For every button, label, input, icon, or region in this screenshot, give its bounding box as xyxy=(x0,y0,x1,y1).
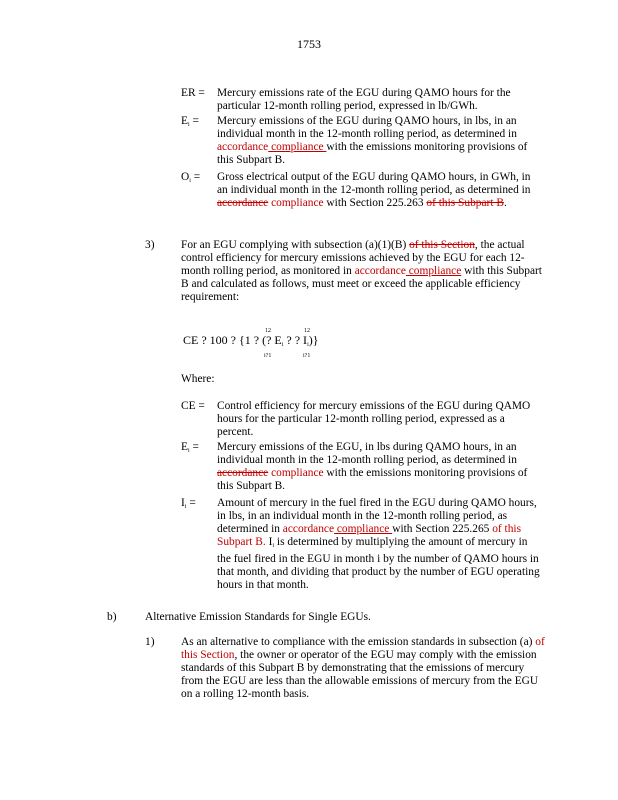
def1-definition-segment: accordance xyxy=(217,197,269,209)
formula-expression xyxy=(183,334,319,352)
def2-term-equals: = xyxy=(189,441,199,453)
def2-term-symbol: CE = xyxy=(181,400,205,412)
def2-definition-segment: with the emissions monitoring provisions of this Subpart B. xyxy=(217,467,528,492)
def1-definition-segment: accordance xyxy=(217,141,269,153)
item3-segment: accordance xyxy=(354,265,406,277)
def2-definition xyxy=(217,400,542,439)
def1-term-symbol: E xyxy=(181,115,188,127)
def1-definition xyxy=(217,171,542,210)
formula-subscript-e: i xyxy=(281,342,284,348)
formula-part-2: ? ? I xyxy=(283,333,308,347)
def2-definition-segment: accordance xyxy=(282,523,335,535)
def1-definition-segment: Mercury emissions of the EGU during QAMO hours, in lbs, in an individual month in the 12-month rolling period, as determined in xyxy=(217,115,517,140)
page-number: 1753 xyxy=(297,37,321,51)
item-1-number: 1) xyxy=(145,636,155,648)
def1-definition-segment: of this Subpart B xyxy=(426,197,504,209)
formula-subscript-i: i xyxy=(307,342,309,348)
def2-term-subscript: i xyxy=(184,504,187,510)
section-b-number: b) xyxy=(107,611,117,623)
item-3-number: 3) xyxy=(145,239,155,251)
item3-segment: with this Subpart B and calculated as follows, must meet or exceed the applicable efficiency requirement: xyxy=(181,265,542,303)
def2-term-subscript: i xyxy=(187,448,190,454)
def2-definition-segment: compliance xyxy=(334,523,393,535)
def1-term-subscript: i xyxy=(189,178,191,184)
def1-definition-segment: compliance xyxy=(268,141,327,153)
def2-definition-segment: Amount of mercury in the fuel fired in the EGU during QAMO hours, in lbs, in an individual month in the 12-month rolling period, as determined in xyxy=(217,497,537,535)
def2-definition-segment: accordance xyxy=(217,467,269,479)
formula-part-1: CE ? 100 ? {1 ? (? E xyxy=(183,333,282,347)
def2-definition-segment: Mercury emissions of the EGU, in lbs during QAMO hours, in an individual month in the 12-month rolling period, as determined in xyxy=(217,441,517,466)
def2-definition-segment: with Section 225.265 xyxy=(392,523,493,535)
where-label: Where: xyxy=(181,373,215,385)
item1-segment: of this Section xyxy=(181,636,545,661)
item3-segment: , the actual control efficiency for mercury emissions achieved by the EGU for each 12-month rolling period, as monitored in xyxy=(181,239,525,277)
def1-definition-segment: Gross electrical output of the EGU during QAMO hours, in GWh, in an individual month in the 12-month rolling period, as determined in xyxy=(217,171,531,196)
def2-definition-segment: Control efficiency for mercury emissions of the EGU during QAMO hours for the particular 12-month rolling period, expressed as a percent. xyxy=(217,400,531,438)
def1-definition-segment: Mercury emissions rate of the EGU during QAMO hours for the particular 12-month rolling period, expressed in lb/GWh. xyxy=(217,87,511,112)
def2-term-symbol: I xyxy=(181,497,185,509)
def1-term-equals: = xyxy=(190,171,201,183)
def2-definition-segment: of this Subpart B. xyxy=(217,523,521,548)
sum-upper-limit-1: 12 xyxy=(265,328,271,334)
def1-term-symbol: O xyxy=(181,171,190,183)
section-b-title: Alternative Emission Standards for Single EGUs. xyxy=(145,611,371,623)
item3-segment: For an EGU complying with subsection (a)(1)(B) xyxy=(181,239,410,251)
item1-segment: , the owner or operator of the EGU may comply with the emission standards of this Subpart B by demonstrating that the emissions of mercury from the EGU are less than the allowable emissions of mercury from the EGU on a rolling 12-month basis. xyxy=(181,649,539,700)
sum-lower-limit-2: i?1 xyxy=(303,353,311,359)
item3-segment: of this Section xyxy=(409,239,475,251)
sum-upper-limit-2: 12 xyxy=(304,328,310,334)
def2-definition xyxy=(217,441,542,493)
def1-term-subscript: i xyxy=(187,122,190,128)
def1-definition-segment: . xyxy=(503,197,507,209)
def2-definition-segment: i xyxy=(272,543,275,549)
control-efficiency-formula xyxy=(183,325,433,365)
item-1-text xyxy=(181,636,549,701)
def1-term-symbol: ER = xyxy=(181,87,205,99)
def2-definition-segment: is determined by multiplying the amount of mercury in the fuel fired in the EGU in month i by the number of QAMO hours in that month, and dividing that product by the number of EGU operating hours in that month. xyxy=(217,536,540,591)
def1-definition xyxy=(217,115,542,167)
def1-definition-segment: with Section 225.263 xyxy=(323,197,427,209)
item3-segment: compliance xyxy=(405,265,462,277)
def1-definition xyxy=(217,87,542,113)
item1-segment: As an alternative to compliance with the emission standards in subsection (a) xyxy=(181,636,536,648)
def2-term-equals: = xyxy=(186,497,196,509)
def1-definition-segment: with the emissions monitoring provisions of this Subpart B. xyxy=(217,141,528,166)
def2-term-symbol: E xyxy=(181,441,188,453)
formula-part-3: )} xyxy=(308,333,319,347)
def2-definition-segment: I xyxy=(265,536,273,548)
def2-definition-segment: compliance xyxy=(268,467,324,479)
sum-lower-limit-1: i?1 xyxy=(264,353,272,359)
def1-definition-segment: compliance xyxy=(268,197,324,209)
def1-term-equals: = xyxy=(189,115,199,127)
item-3-text xyxy=(181,239,549,304)
def2-definition xyxy=(217,497,542,592)
